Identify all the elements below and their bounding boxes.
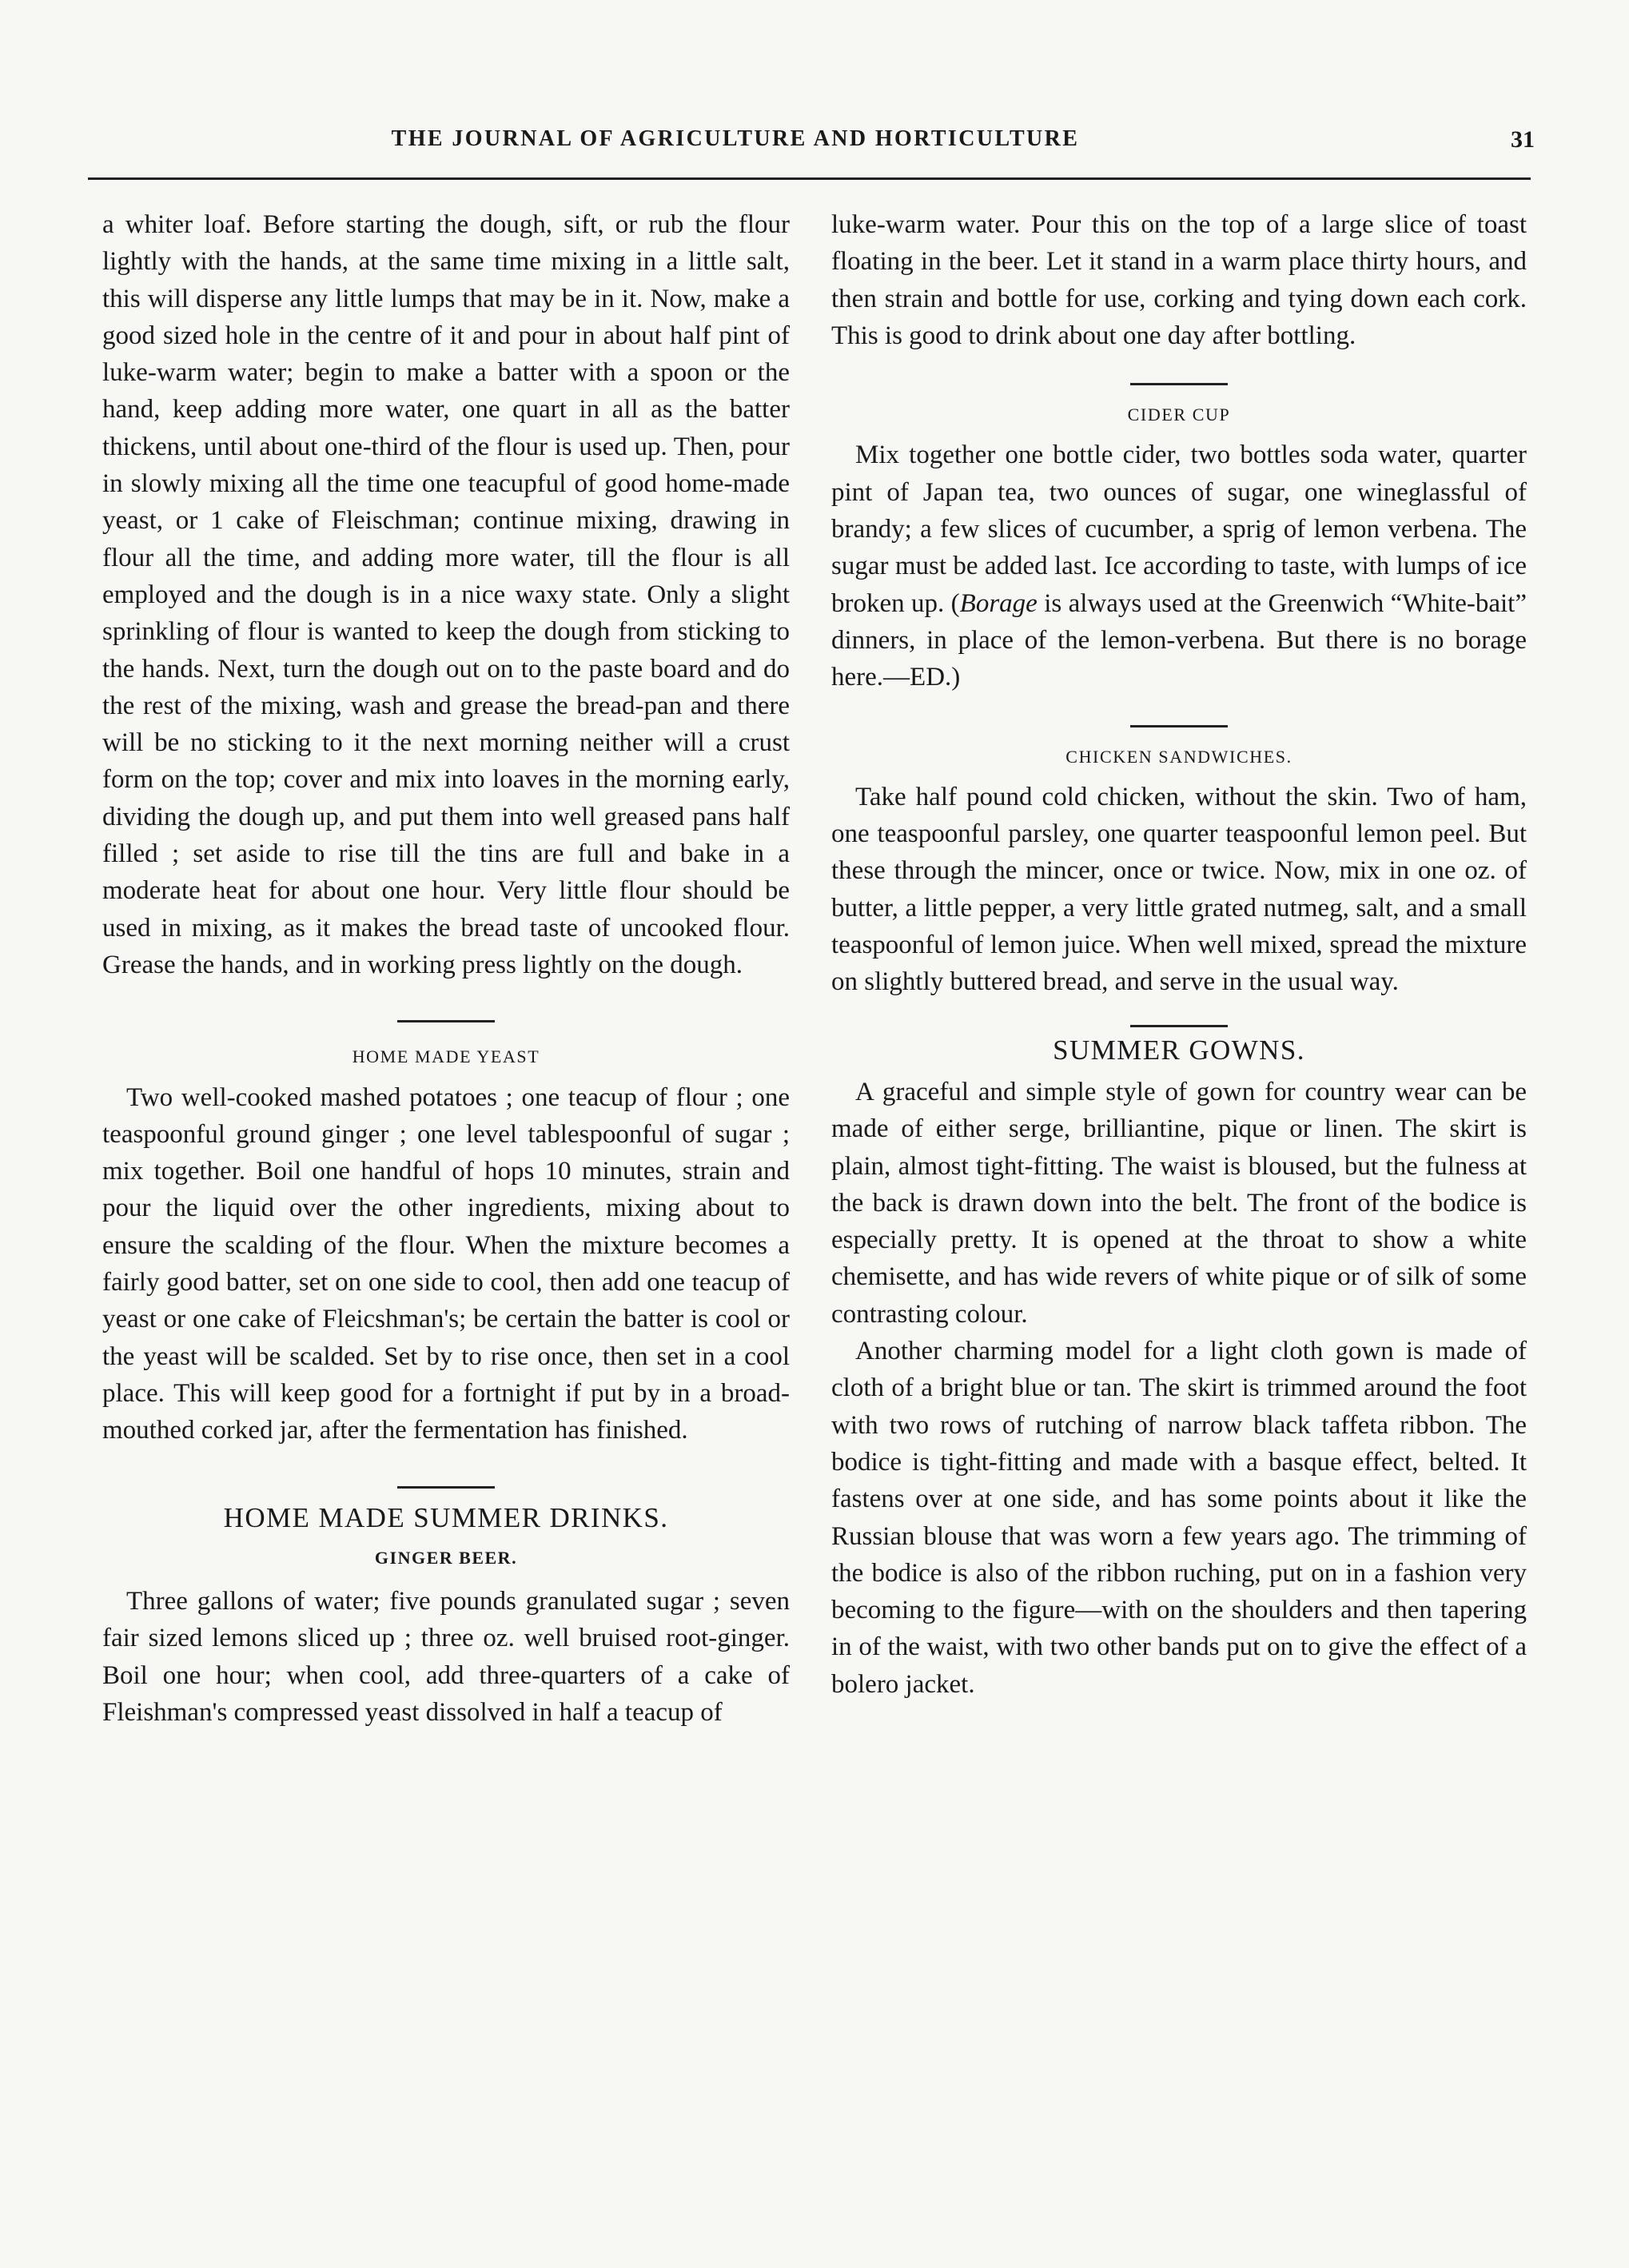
cider-text-a: Mix together one bottle cider, two bottles soda water, quarter pint of Japan tea, two ounces of sugar, one wineglassful of brandy; a few slices of cucumber, a sprig of lemon verbena. The sugar must be added last. Ice according to taste, with lumps of ice broken up. ( [831, 440, 1527, 618]
cider-text-b: is always used at the Greenwich “White-bait” dinners, in place of the lemon-verbena. But there is no borage here.—ED.) [831, 588, 1527, 692]
gowns-heading: SUMMER GOWNS. [1053, 1034, 1305, 1066]
ginger-beer-recipe: Three gallons of water; five pounds granulated sugar ; seven fair sized lemons sliced up ; three oz. well bruised root-ginger. Boil one hour; when cool, add three-quarters of a cake of Fleishman's compressed yeast dissolved in half a teacup of [102, 1587, 790, 1727]
borage-word: Borage [959, 588, 1038, 618]
right-column [831, 206, 1527, 1703]
journal-title: THE JOURNAL OF AGRICULTURE AND HORTICULTURE [391, 126, 1080, 151]
cider-recipe [831, 436, 1527, 696]
yeast-heading: HOME MADE YEAST [352, 1046, 540, 1067]
ginger-beer-continued: luke-warm water. Pour this on the top of a large slice of toast floating in the beer. Let it stand in a warm place thirty hours, and then strain and bottle for use, corking and tying down each cork. This is good to drink about one day after bottling. [831, 210, 1527, 350]
gowns-paragraph-1: A graceful and simple style of gown for country wear can be made of either serge, brilliantine, pique or linen. The skirt is plain, almost tight-fitting. The waist is bloused, but the fulness at the back is drawn down into the belt. The front of the bodice is especially pretty. It is opened at the throat to show a white chemisette, and has wide revers of white pique or of silk of some contrasting colour. [831, 1077, 1527, 1329]
yeast-recipe: Two well-cooked mashed potatoes ; one teacup of flour ; one teaspoonful ground ginger ; one level tablespoonful of sugar ; mix together. Boil one handful of hops 10 minutes, strain and pour the liquid over the other ingredients, mixing about to ensure the scalding of the flour. When the mixture becomes a fairly good batter, set on one side to cool, then add one teacup of yeast or one cake of Fleicshman's; be certain the batter is cool or the yeast will be scalded. Set by to rise once, then set in a cool place. This will keep good for a fortnight if put by in a broad-mouthed corked jar, after the fermentation has finished. [102, 1082, 790, 1445]
chicken-heading: CHICKEN SANDWICHES. [1065, 746, 1292, 767]
left-column [102, 206, 790, 1731]
header-rule [88, 177, 1531, 180]
cider-heading: CIDER CUP [1127, 405, 1231, 425]
chicken-recipe: Take half pound cold chicken, without the skin. Two of ham, one teaspoonful parsley, one quarter teaspoonful lemon peel. But these through the mincer, once or twice. Now, mix in one oz. of butter, a little pepper, a very little grated nutmeg, salt, and a small teaspoonful of lemon juice. When well mixed, spread the mixture on slightly buttered bread, and serve in the usual way. [831, 782, 1527, 997]
bread-recipe-continued: a whiter loaf. Before starting the dough, sift, or rub the flour lightly with the hands, at the same time mixing in a little salt, this will disperse any little lumps that may be in it. Now, make a good sized hole in the centre of it and pour in about half pint of luke-warm water; begin to make a batter with a spoon or the hand, keep adding more water, one quart in all as the batter thickens, until about one-third of the flour is used up. Then, pour in slowly mixing all the time one teacupful of good home-made yeast, or 1 cake of Fleischman; continue mixing, drawing in flour all the time, and adding more water, till the flour is all employed and the dough is in a nice waxy state. Only a slight sprinkling of flour is wanted to keep the dough from sticking to the hands. Next, turn the dough out on to the paste board and do the rest of the mixing, wash and grease the bread-pan and there will be no sticking to it the next morning neither will a crust form on the top; cover and mix into loaves in the morning early, dividing the dough up, and put them into well greased pans half filled ; set aside to rise till the tins are full and bake in a moderate heat for about one hour. Very little flour should be used in mixing, as it makes the bread taste of uncooked flour. Grease the hands, and in working press lightly on the dough. [102, 210, 790, 979]
page-number: 31 [1511, 126, 1535, 153]
ginger-beer-heading: GINGER BEER. [374, 1547, 518, 1568]
drinks-heading: HOME MADE SUMMER DRINKS. [223, 1501, 669, 1533]
running-header [96, 126, 1535, 166]
gowns-paragraph-2: Another charming model for a light cloth gown is made of cloth of a bright blue or tan. The skirt is trimmed around the foot with two rows of rutching of narrow black taffeta ribbon. The bodice is tight-fitting and made with a basque effect, belted. It fastens over at one side, and has some points about it like the Russian blouse that was worn a few years ago. The trimming of the bodice is also of the ribbon ruching, put on in a fashion very becoming to the figure—with on the shoulders and then tapering in of the waist, with two other bands put on to give the effect of a bolero jacket. [831, 1337, 1527, 1699]
